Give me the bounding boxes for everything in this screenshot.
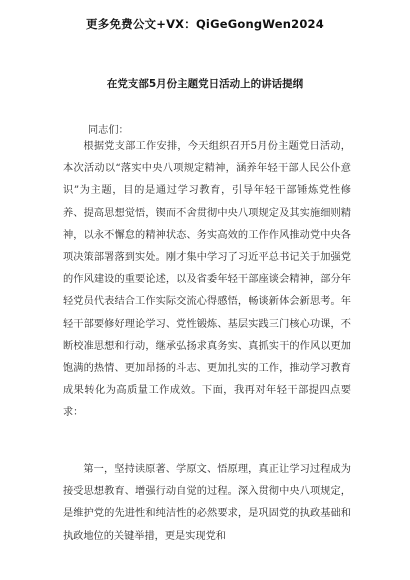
body-paragraph: 第一，坚持读原著、学原文、悟原理，真正让学习过程成为接受思想教育、增强行动自觉的过程。深入贯彻中央八项规定，是维护党的先进性和纯洁性的必然要求，是巩固党的执政基础和执政地位的关键举措，更是实现党和 [63,464,351,542]
body-paragraph: 根据党支部工作安排，今天组织召开5月份主题党日活动，本次活动以“落实中央八项规定精神，涵养年轻干部人民公仆意识”为主题，目的是通过学习教育，引导年轻干部锤炼党性修养、提高思想觉悟，锲而不舍贯彻中央八项规定及其实施细则精神，以永不懈怠的精神状态、务实高效的工作作风推动党中央各项决策部署落到实处。刚才集中学习了习近平总书记关于加强党的作风建设的重要论述，以及省委年轻干部座谈会精神，部分年轻党员代表结合工作实际交流心得感悟，畅谈新体会新思考。年轻干部要修好理论学习、党性锻炼、基层实践三门核心功课，不断校准思想和行动，继承弘扬求真务实、真抓实干的作风以更加饱满的热情、更加昂扬的斗志、更加扎实的工作，推动学习教育成果转化为高质量工作成效。下面，我再对年轻干部提四点要求： [63,141,351,419]
watermark-header: 更多免费公文+VX：QiGeGongWen2024 [86,17,324,31]
document-title: 在党支部5月份主题党日活动上的讲话提纲 [106,78,304,90]
salutation: 同志们： [88,125,129,136]
